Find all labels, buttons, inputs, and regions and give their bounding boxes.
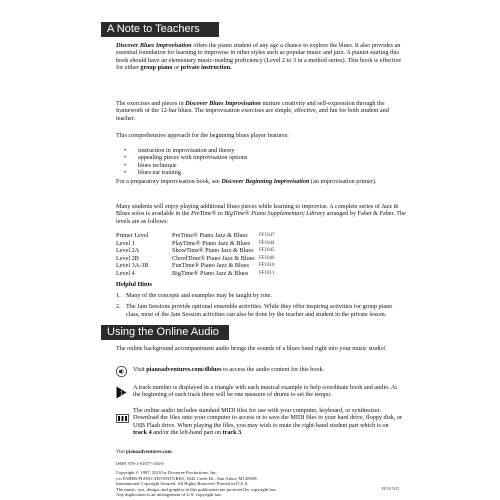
speaker-icon <box>116 364 127 382</box>
hint-number: 1. <box>116 292 121 299</box>
feature-text: instruction in improvisation and theory <box>138 147 235 154</box>
code-cell: FF1011 <box>259 270 275 276</box>
hints-list <box>116 292 406 318</box>
feature-text: blues technique <box>138 161 177 169</box>
features-intro: This comprehensive approach for the beginning blues player features: <box>116 132 289 139</box>
track-paragraph: A track number is displayed in a triangle with each musical example to help coordinate book and audio. At the beginning of each track there will be one measure of drums to set the tempo. <box>133 384 398 399</box>
midi-text-end: . <box>241 428 243 436</box>
private-instruction-text: private instruction. <box>180 63 232 71</box>
midi-text-b: and/or the left-hand part on <box>151 428 223 436</box>
code-cell: FF1046 <box>259 255 275 261</box>
table-row <box>116 270 275 278</box>
section-heading-teachers-text: A Note to Teachers <box>107 23 200 35</box>
section-heading-teachers <box>101 22 219 37</box>
feature-text: blues ear training <box>138 168 181 176</box>
book-title: Discover Blues Improvisation <box>185 100 261 107</box>
features-list <box>124 147 247 176</box>
track-number: 1 <box>120 390 123 397</box>
intro-paragraph <box>116 42 406 71</box>
table-row <box>116 262 275 270</box>
hint-number: 2. <box>116 303 121 311</box>
list-item <box>116 292 406 299</box>
hints-heading: Helpful Hints <box>116 281 152 288</box>
list-item <box>124 169 247 176</box>
copyright-line: c/o FABER PIANO ADVENTURES, 3042 Creek Dr., Ann Arbor, MI 48108 <box>116 475 257 481</box>
section-heading-audio-text: Using the Online Audio <box>107 326 219 338</box>
track-3-text: track 3 <box>222 428 242 436</box>
visit-audio-line <box>133 366 403 373</box>
list-item <box>116 303 406 318</box>
levels-table <box>116 232 275 277</box>
series-text-b: arranged by Faber & Faber. The levels are as follows: <box>116 210 406 225</box>
book-cell: ChordTime® Piano Jazz & Blues <box>172 254 255 262</box>
table-row <box>116 232 275 240</box>
preparatory-text-a: For a preparatory improvisation book, see <box>116 178 222 185</box>
preparatory-text-b: (an improvisation primer). <box>309 178 377 185</box>
level-cell: Level 1 <box>116 239 135 247</box>
book-cell: BigTime® Piano Jazz & Blues <box>172 269 249 277</box>
series-paragraph <box>116 203 406 225</box>
track-4-text: track 4 <box>133 428 152 436</box>
library-title: PreTime® to BigTime® Piano Supplementary Library <box>190 210 326 218</box>
audio-url-link[interactable]: pianoadventures.com/dblues <box>146 366 222 373</box>
level-cell: Primer Level <box>116 232 149 239</box>
catalog-code: FF1315CD <box>381 487 399 491</box>
code-cell: FF1044 <box>259 240 275 246</box>
footer-visit <box>116 450 406 456</box>
level-cell: Level 2B <box>116 254 139 262</box>
midi-text-a: The online audio includes standard MIDI files for use with your computer, keyboard, or synthesizer. Download the files onto your computer to access or to save the MIDI files to your hard drive, floppy disk, or USB Flash drive. When playing the files, you may wish to mute the right-hand student part which is on <box>133 407 403 429</box>
list-item <box>124 162 247 169</box>
footer-visit-text: Visit <box>116 450 127 455</box>
table-row <box>116 255 275 263</box>
group-piano-text: group piano <box>140 63 173 71</box>
list-item <box>124 147 247 154</box>
level-cell: Level 2A <box>116 247 140 254</box>
copyright-line: International Copyright Secured. All Rights Reserved. Printed in U.S.A. <box>116 481 249 487</box>
book-cell: PreTime® Piano Jazz & Blues <box>172 232 248 239</box>
level-cell: Level 4 <box>116 269 135 277</box>
code-cell: FF1010 <box>259 263 275 268</box>
or-text: or <box>172 63 181 71</box>
intro-text: offers the piano student of any age a chance to explore the blues. It also provides an essential foundation for learning to improvise in other styles such as popular music and jazz. A pianist starting this book should have an elementary music-reading proficiency (Level 2 to 3 in a method series). This book is effective for either <box>116 42 402 71</box>
book-cell: PlayTime® Piano Jazz & Blues <box>172 239 251 247</box>
midi-icon <box>116 410 129 428</box>
book-title: Discover Blues Improvisation <box>116 42 192 49</box>
primer-title: Discover Beginning Improvisation <box>221 178 310 185</box>
audio-intro: The online background accompaniment audio brings the sounds of a blues band right into your music studio! <box>116 345 386 352</box>
exercises-text-b: nurture creativity and self-expression through the framework of the 12-bar blues. The improvisation exercises are simple, effective, and fun for both student and teacher. <box>116 100 389 122</box>
series-text-a: Many students will enjoy playing additional blues pieces while learning to improvise. A complete series of Jazz & Blues solos is available in the <box>116 203 399 218</box>
exercises-text-a: The exercises and pieces in <box>116 100 186 107</box>
feature-text: appealing pieces with improvisation options <box>138 154 248 162</box>
exercises-paragraph <box>116 100 406 122</box>
visit-text: Visit <box>133 366 147 373</box>
code-cell: FF1045 <box>259 248 275 253</box>
book-cell: FunTime® Piano Jazz & Blues <box>172 262 250 269</box>
section-heading-audio <box>101 325 229 340</box>
isbn: ISBN 978-1-61677-156-0 <box>116 461 164 466</box>
level-cell: Level 3A-3B <box>116 262 149 269</box>
copyright-line: Any duplication is an infringement of U.S. copyright law. <box>116 492 222 498</box>
list-item <box>124 154 247 161</box>
copyright-line: Copyright © 1997, 2010 by Dovetree Productions, Inc. <box>116 470 218 475</box>
hint-text: The Jam Sessions provide optional ensemble activities. While they offer inspiring activities for group piano class, most of the Jam Session activities can also be done by the teacher and student in the private lesson. <box>126 303 393 318</box>
table-row <box>116 240 275 248</box>
copyright-line: The music, text, design, and graphics in this publication are protected by copyright law. <box>116 486 277 492</box>
table-row <box>116 247 275 255</box>
footer-site-link[interactable]: pianoadventures.com <box>126 450 172 455</box>
footer-visit-end: . <box>171 450 173 455</box>
code-cell: FF1047 <box>259 233 275 238</box>
visit-text-end: to access the audio content for this book. <box>221 366 325 373</box>
midi-paragraph <box>133 407 403 436</box>
book-cell: ShowTime® Piano Jazz & Blues <box>172 247 254 254</box>
track-triangle-icon <box>116 386 127 404</box>
hint-text: Many of the concepts and examples may be taught by rote. <box>126 292 272 299</box>
copyright-block <box>116 470 406 498</box>
preparatory-paragraph <box>116 178 406 185</box>
